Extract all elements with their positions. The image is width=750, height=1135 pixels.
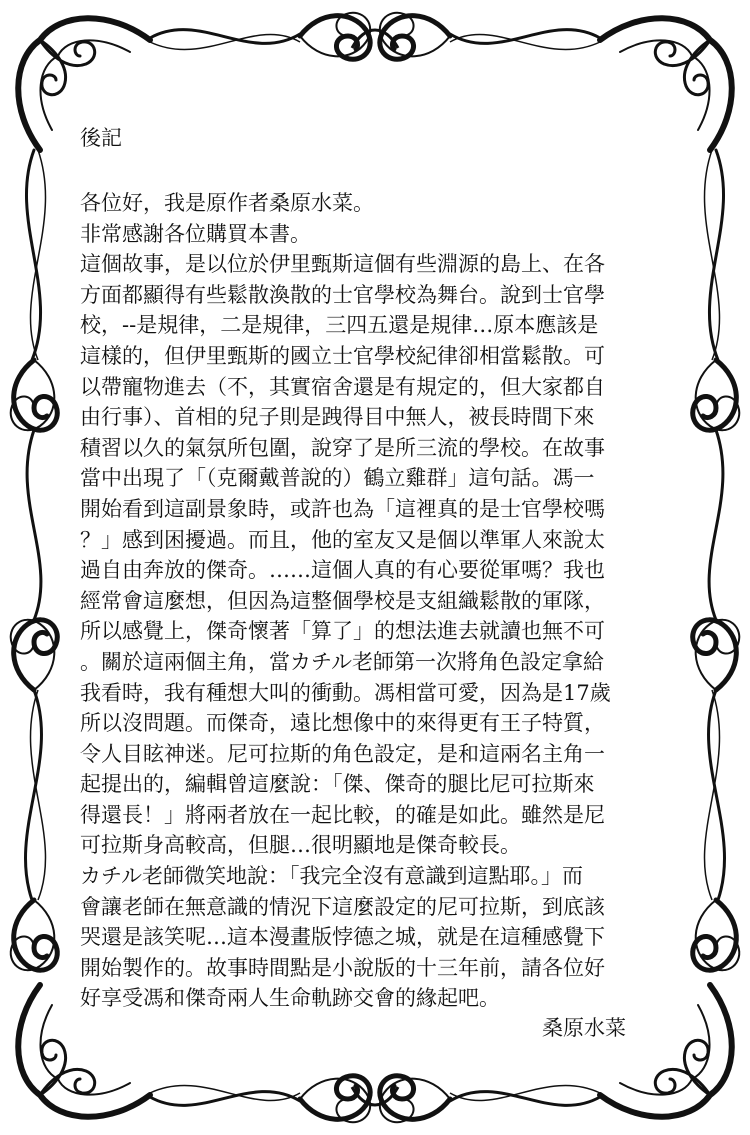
body-line: カチル老師微笑地說：「我完全沒有意識到這點耶。」而 bbox=[80, 864, 583, 889]
body-line: 各位好，我是原作者桑原水菜。 bbox=[80, 191, 374, 215]
body-line: 由行事）、首相的兒子則是跩得目中無人，被長時間下來 bbox=[80, 405, 595, 430]
body-line: 好享受馮和傑奇兩人生命軌跡交會的緣起吧。 bbox=[80, 986, 500, 1011]
body-line: 過自由奔放的傑奇。……這個人真的有心要從軍嗎？我也 bbox=[80, 558, 605, 583]
body-line: 得還長！」將兩者放在一起比較，的確是如此。雖然是尼 bbox=[80, 802, 605, 827]
body-line: 所以感覺上，傑奇懷著「算了」的想法進去就讀也無不可 bbox=[80, 619, 605, 644]
body-line: 令人目眩神迷。尼可拉斯的角色設定，是和這兩名主角一 bbox=[80, 741, 605, 766]
body-line: 這個故事，是以位於伊里甄斯這個有些淵源的島上、在各 bbox=[80, 252, 605, 277]
body-line: 我看時，我有種想大叫的衝動。馮相當可愛，因為是17歲 bbox=[80, 680, 611, 705]
body-line: 校，--是規律，二是規律，三四五還是規律…原本應該是 bbox=[80, 313, 599, 338]
body-line: 積習以久的氣氛所包圍，說穿了是所三流的學校。在故事 bbox=[80, 435, 605, 460]
body-line: 可拉斯身高較高，但腿…很明顯地是傑奇較長。 bbox=[80, 833, 521, 858]
body-line: 起提出的，編輯曾這麼說：「傑、傑奇的腿比尼可拉斯來 bbox=[80, 772, 595, 797]
body-line: 當中出現了「（克爾戴普說的）鶴立雞群」這句話。馮一 bbox=[80, 466, 595, 491]
author-signature: 桑原水菜 bbox=[542, 1016, 626, 1040]
body-line: 哭還是該笑呢…這本漫畫版悖德之城，就是在這種感覺下 bbox=[80, 925, 605, 950]
body-line: 這樣的，但伊里甄斯的國立士官學校紀律卻相當鬆散。可 bbox=[80, 343, 605, 368]
body-line: 會讓老師在無意識的情況下這麼設定的尼可拉斯，到底該 bbox=[80, 894, 605, 919]
afterword-body bbox=[80, 188, 680, 1014]
body-line: 以帶寵物進去（不，其實宿舍還是有規定的，但大家都自 bbox=[80, 374, 605, 399]
page-title: 後記 bbox=[80, 126, 122, 150]
body-line: 。關於這兩個主角，當カチル老師第一次將角色設定拿給 bbox=[80, 649, 604, 674]
body-line: 開始製作的。故事時間點是小說版的十三年前，請各位好 bbox=[80, 955, 605, 980]
body-line: 非常感謝各位購買本書。 bbox=[80, 221, 311, 246]
body-line: 方面都顯得有些鬆散渙散的士官學校為舞台。說到士官學 bbox=[80, 282, 605, 307]
body-line: ？」感到困擾過。而且，他的室友又是個以準軍人來說太 bbox=[80, 527, 605, 552]
body-line: 所以沒問題。而傑奇，遠比想像中的來得更有王子特質， bbox=[80, 711, 605, 736]
body-line: 經常會這麼想，但因為這整個學校是支組織鬆散的軍隊， bbox=[80, 588, 605, 613]
body-line: 開始看到這副景象時，或許也為「這裡真的是士官學校嗎 bbox=[80, 496, 605, 521]
